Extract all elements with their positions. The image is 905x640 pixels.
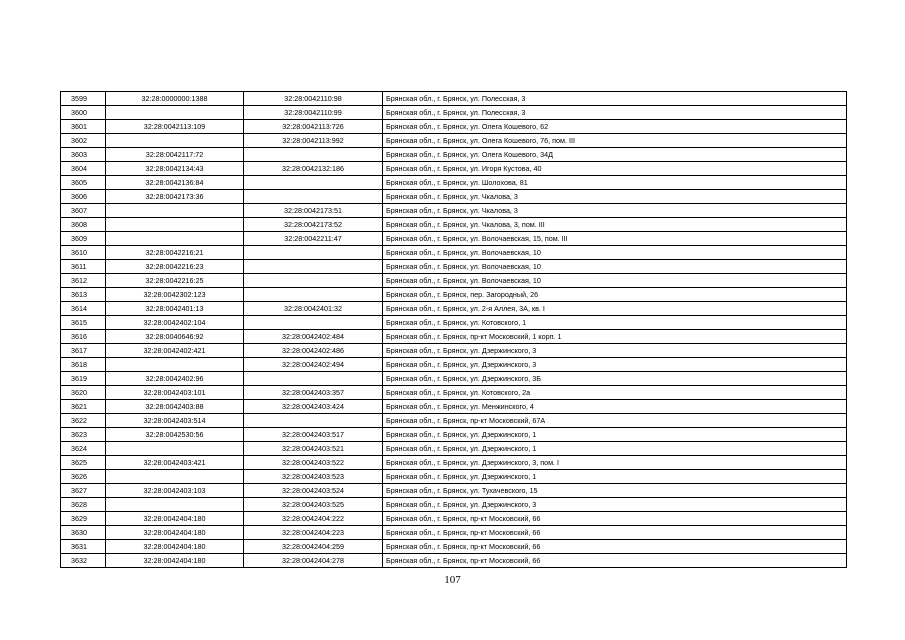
object-cadastral-number-cell: 32:28:0042404:222 <box>244 512 383 526</box>
object-cadastral-number-cell: 32:28:0042110:98 <box>244 92 383 106</box>
object-cadastral-number-cell <box>244 414 383 428</box>
address-cell: Брянская обл., г. Брянск, ул. Олега Кошевого, 62 <box>383 120 847 134</box>
address-cell: Брянская обл., г. Брянск, пр-кт Московский, 66 <box>383 512 847 526</box>
address-cell: Брянская обл., г. Брянск, ул. Менжинского, 4 <box>383 400 847 414</box>
table-row <box>61 162 847 176</box>
cadastral-number-cell: 32:28:0042136:84 <box>106 176 244 190</box>
cadastral-number-cell: 32:28:0042403:101 <box>106 386 244 400</box>
table-row <box>61 428 847 442</box>
table-row <box>61 414 847 428</box>
address-cell: Брянская обл., г. Брянск, ул. Чкалова, 3, пом. III <box>383 218 847 232</box>
row-number-cell: 3627 <box>61 484 106 498</box>
object-cadastral-number-cell: 32:28:0042113:992 <box>244 134 383 148</box>
object-cadastral-number-cell: 32:28:0042404:223 <box>244 526 383 540</box>
address-cell: Брянская обл., г. Брянск, ул. Дзержинского, 3 <box>383 344 847 358</box>
table-row <box>61 540 847 554</box>
row-number-cell: 3611 <box>61 260 106 274</box>
table-row <box>61 246 847 260</box>
table-row <box>61 316 847 330</box>
address-cell: Брянская обл., г. Брянск, пр-кт Московский, 67А <box>383 414 847 428</box>
address-cell: Брянская обл., г. Брянск, пр-кт Московский, 66 <box>383 540 847 554</box>
cadastral-number-cell: 32:28:0042404:180 <box>106 512 244 526</box>
object-cadastral-number-cell: 32:28:0042404:259 <box>244 540 383 554</box>
cadastral-number-cell: 32:28:0042117:72 <box>106 148 244 162</box>
address-cell: Брянская обл., г. Брянск, ул. Дзержинского, 3 <box>383 498 847 512</box>
object-cadastral-number-cell: 32:28:0042113:726 <box>244 120 383 134</box>
row-number-cell: 3622 <box>61 414 106 428</box>
table-row <box>61 442 847 456</box>
row-number-cell: 3609 <box>61 232 106 246</box>
cadastral-number-cell: 32:28:0042173:36 <box>106 190 244 204</box>
table-row <box>61 204 847 218</box>
address-cell: Брянская обл., г. Брянск, пр-кт Московский, 66 <box>383 554 847 568</box>
row-number-cell: 3629 <box>61 512 106 526</box>
row-number-cell: 3604 <box>61 162 106 176</box>
row-number-cell: 3630 <box>61 526 106 540</box>
table-row <box>61 288 847 302</box>
cadastral-number-cell <box>106 106 244 120</box>
cadastral-number-cell <box>106 232 244 246</box>
row-number-cell: 3623 <box>61 428 106 442</box>
address-cell: Брянская обл., г. Брянск, ул. Тухачевского, 15 <box>383 484 847 498</box>
address-cell: Брянская обл., г. Брянск, ул. Дзержинского, 1 <box>383 428 847 442</box>
object-cadastral-number-cell: 32:28:0042132:186 <box>244 162 383 176</box>
row-number-cell: 3624 <box>61 442 106 456</box>
table-row <box>61 274 847 288</box>
cadastral-number-cell: 32:28:0042216:23 <box>106 260 244 274</box>
table-body <box>61 92 847 568</box>
cadastral-number-cell <box>106 218 244 232</box>
table-row <box>61 92 847 106</box>
cadastral-number-cell: 32:28:0000000:1388 <box>106 92 244 106</box>
object-cadastral-number-cell: 32:28:0042403:522 <box>244 456 383 470</box>
address-cell: Брянская обл., г. Брянск, ул. Котовского, 2а <box>383 386 847 400</box>
page-number: 107 <box>444 574 461 586</box>
cadastral-number-cell: 32:28:0042402:104 <box>106 316 244 330</box>
cadastral-table-container <box>60 91 846 568</box>
object-cadastral-number-cell: 32:28:0042402:486 <box>244 344 383 358</box>
table-row <box>61 344 847 358</box>
address-cell: Брянская обл., г. Брянск, ул. Шолохова, 81 <box>383 176 847 190</box>
row-number-cell: 3602 <box>61 134 106 148</box>
object-cadastral-number-cell: 32:28:0042403:517 <box>244 428 383 442</box>
address-cell: Брянская обл., г. Брянск, ул. Олега Кошевого, 76, пом. III <box>383 134 847 148</box>
cadastral-number-cell <box>106 498 244 512</box>
table-row <box>61 218 847 232</box>
row-number-cell: 3631 <box>61 540 106 554</box>
cadastral-number-cell <box>106 134 244 148</box>
table-row <box>61 302 847 316</box>
object-cadastral-number-cell: 32:28:0042401:32 <box>244 302 383 316</box>
row-number-cell: 3615 <box>61 316 106 330</box>
row-number-cell: 3610 <box>61 246 106 260</box>
table-row <box>61 134 847 148</box>
cadastral-number-cell: 32:28:0042402:96 <box>106 372 244 386</box>
row-number-cell: 3605 <box>61 176 106 190</box>
table-row <box>61 386 847 400</box>
object-cadastral-number-cell <box>244 274 383 288</box>
row-number-cell: 3599 <box>61 92 106 106</box>
address-cell: Брянская обл., г. Брянск, ул. 2-я Аллея, 3А, кв. I <box>383 302 847 316</box>
table-row <box>61 358 847 372</box>
address-cell: Брянская обл., г. Брянск, ул. Волочаевская, 10 <box>383 274 847 288</box>
address-cell: Брянская обл., г. Брянск, ул. Котовского, 1 <box>383 316 847 330</box>
object-cadastral-number-cell: 32:28:0042403:524 <box>244 484 383 498</box>
object-cadastral-number-cell: 32:28:0042173:51 <box>244 204 383 218</box>
cadastral-number-cell <box>106 470 244 484</box>
table-row <box>61 498 847 512</box>
object-cadastral-number-cell: 32:28:0042403:525 <box>244 498 383 512</box>
row-number-cell: 3613 <box>61 288 106 302</box>
address-cell: Брянская обл., г. Брянск, ул. Дзержинского, 3 <box>383 358 847 372</box>
address-cell: Брянская обл., г. Брянск, ул. Волочаевская, 15, пом. III <box>383 232 847 246</box>
object-cadastral-number-cell: 32:28:0042110:99 <box>244 106 383 120</box>
row-number-cell: 3614 <box>61 302 106 316</box>
cadastral-table <box>60 91 847 568</box>
address-cell: Брянская обл., г. Брянск, ул. Дзержинского, 3Б <box>383 372 847 386</box>
cadastral-number-cell: 32:28:0042216:21 <box>106 246 244 260</box>
row-number-cell: 3606 <box>61 190 106 204</box>
row-number-cell: 3601 <box>61 120 106 134</box>
row-number-cell: 3603 <box>61 148 106 162</box>
table-row <box>61 148 847 162</box>
cadastral-number-cell <box>106 358 244 372</box>
cadastral-number-cell: 32:28:0042134:43 <box>106 162 244 176</box>
row-number-cell: 3620 <box>61 386 106 400</box>
object-cadastral-number-cell <box>244 260 383 274</box>
object-cadastral-number-cell: 32:28:0042404:278 <box>244 554 383 568</box>
cadastral-number-cell: 32:28:0042216:25 <box>106 274 244 288</box>
object-cadastral-number-cell <box>244 148 383 162</box>
object-cadastral-number-cell: 32:28:0042403:357 <box>244 386 383 400</box>
cadastral-number-cell: 32:28:0042403:514 <box>106 414 244 428</box>
cadastral-number-cell: 32:28:0042403:103 <box>106 484 244 498</box>
cadastral-number-cell: 32:28:0040646:92 <box>106 330 244 344</box>
address-cell: Брянская обл., г. Брянск, ул. Волочаевская, 10 <box>383 260 847 274</box>
object-cadastral-number-cell <box>244 288 383 302</box>
address-cell: Брянская обл., г. Брянск, ул. Чкалова, 3 <box>383 204 847 218</box>
address-cell: Брянская обл., г. Брянск, ул. Полесская, 3 <box>383 92 847 106</box>
table-row <box>61 512 847 526</box>
object-cadastral-number-cell: 32:28:0042403:424 <box>244 400 383 414</box>
object-cadastral-number-cell: 32:28:0042403:523 <box>244 470 383 484</box>
cadastral-number-cell: 32:28:0042113:109 <box>106 120 244 134</box>
address-cell: Брянская обл., г. Брянск, ул. Дзержинского, 3, пом. I <box>383 456 847 470</box>
cadastral-number-cell: 32:28:0042403:88 <box>106 400 244 414</box>
row-number-cell: 3600 <box>61 106 106 120</box>
address-cell: Брянская обл., г. Брянск, ул. Олега Кошевого, 34Д <box>383 148 847 162</box>
table-row <box>61 232 847 246</box>
table-row <box>61 176 847 190</box>
address-cell: Брянская обл., г. Брянск, ул. Чкалова, 3 <box>383 190 847 204</box>
row-number-cell: 3619 <box>61 372 106 386</box>
address-cell: Брянская обл., г. Брянск, ул. Дзержинского, 1 <box>383 470 847 484</box>
row-number-cell: 3632 <box>61 554 106 568</box>
object-cadastral-number-cell <box>244 190 383 204</box>
object-cadastral-number-cell: 32:28:0042402:484 <box>244 330 383 344</box>
row-number-cell: 3616 <box>61 330 106 344</box>
row-number-cell: 3612 <box>61 274 106 288</box>
table-row <box>61 526 847 540</box>
row-number-cell: 3607 <box>61 204 106 218</box>
object-cadastral-number-cell: 32:28:0042403:521 <box>244 442 383 456</box>
cadastral-number-cell: 32:28:0042402:421 <box>106 344 244 358</box>
cadastral-number-cell: 32:28:0042401:13 <box>106 302 244 316</box>
object-cadastral-number-cell <box>244 372 383 386</box>
address-cell: Брянская обл., г. Брянск, пр-кт Московский, 1 корп. 1 <box>383 330 847 344</box>
cadastral-number-cell: 32:28:0042404:180 <box>106 526 244 540</box>
cadastral-number-cell: 32:28:0042403:421 <box>106 456 244 470</box>
row-number-cell: 3621 <box>61 400 106 414</box>
row-number-cell: 3617 <box>61 344 106 358</box>
row-number-cell: 3608 <box>61 218 106 232</box>
table-row <box>61 190 847 204</box>
row-number-cell: 3618 <box>61 358 106 372</box>
table-row <box>61 260 847 274</box>
address-cell: Брянская обл., г. Брянск, пер. Загородный, 26 <box>383 288 847 302</box>
cadastral-number-cell: 32:28:0042530:56 <box>106 428 244 442</box>
row-number-cell: 3625 <box>61 456 106 470</box>
row-number-cell: 3628 <box>61 498 106 512</box>
address-cell: Брянская обл., г. Брянск, ул. Дзержинского, 1 <box>383 442 847 456</box>
table-row <box>61 456 847 470</box>
cadastral-number-cell: 32:28:0042302:123 <box>106 288 244 302</box>
table-row <box>61 106 847 120</box>
object-cadastral-number-cell: 32:28:0042402:494 <box>244 358 383 372</box>
cadastral-number-cell <box>106 442 244 456</box>
table-row <box>61 372 847 386</box>
table-row <box>61 484 847 498</box>
cadastral-number-cell <box>106 204 244 218</box>
address-cell: Брянская обл., г. Брянск, ул. Полесская, 3 <box>383 106 847 120</box>
address-cell: Брянская обл., г. Брянск, пр-кт Московский, 66 <box>383 526 847 540</box>
object-cadastral-number-cell <box>244 176 383 190</box>
table-row <box>61 400 847 414</box>
table-row <box>61 554 847 568</box>
cadastral-number-cell: 32:28:0042404:180 <box>106 540 244 554</box>
object-cadastral-number-cell: 32:28:0042173:52 <box>244 218 383 232</box>
address-cell: Брянская обл., г. Брянск, ул. Волочаевская, 10 <box>383 246 847 260</box>
table-row <box>61 330 847 344</box>
object-cadastral-number-cell: 32:28:0042211:47 <box>244 232 383 246</box>
object-cadastral-number-cell <box>244 316 383 330</box>
cadastral-number-cell: 32:28:0042404:180 <box>106 554 244 568</box>
object-cadastral-number-cell <box>244 246 383 260</box>
table-row <box>61 120 847 134</box>
table-row <box>61 470 847 484</box>
address-cell: Брянская обл., г. Брянск, ул. Игоря Кустова, 40 <box>383 162 847 176</box>
row-number-cell: 3626 <box>61 470 106 484</box>
